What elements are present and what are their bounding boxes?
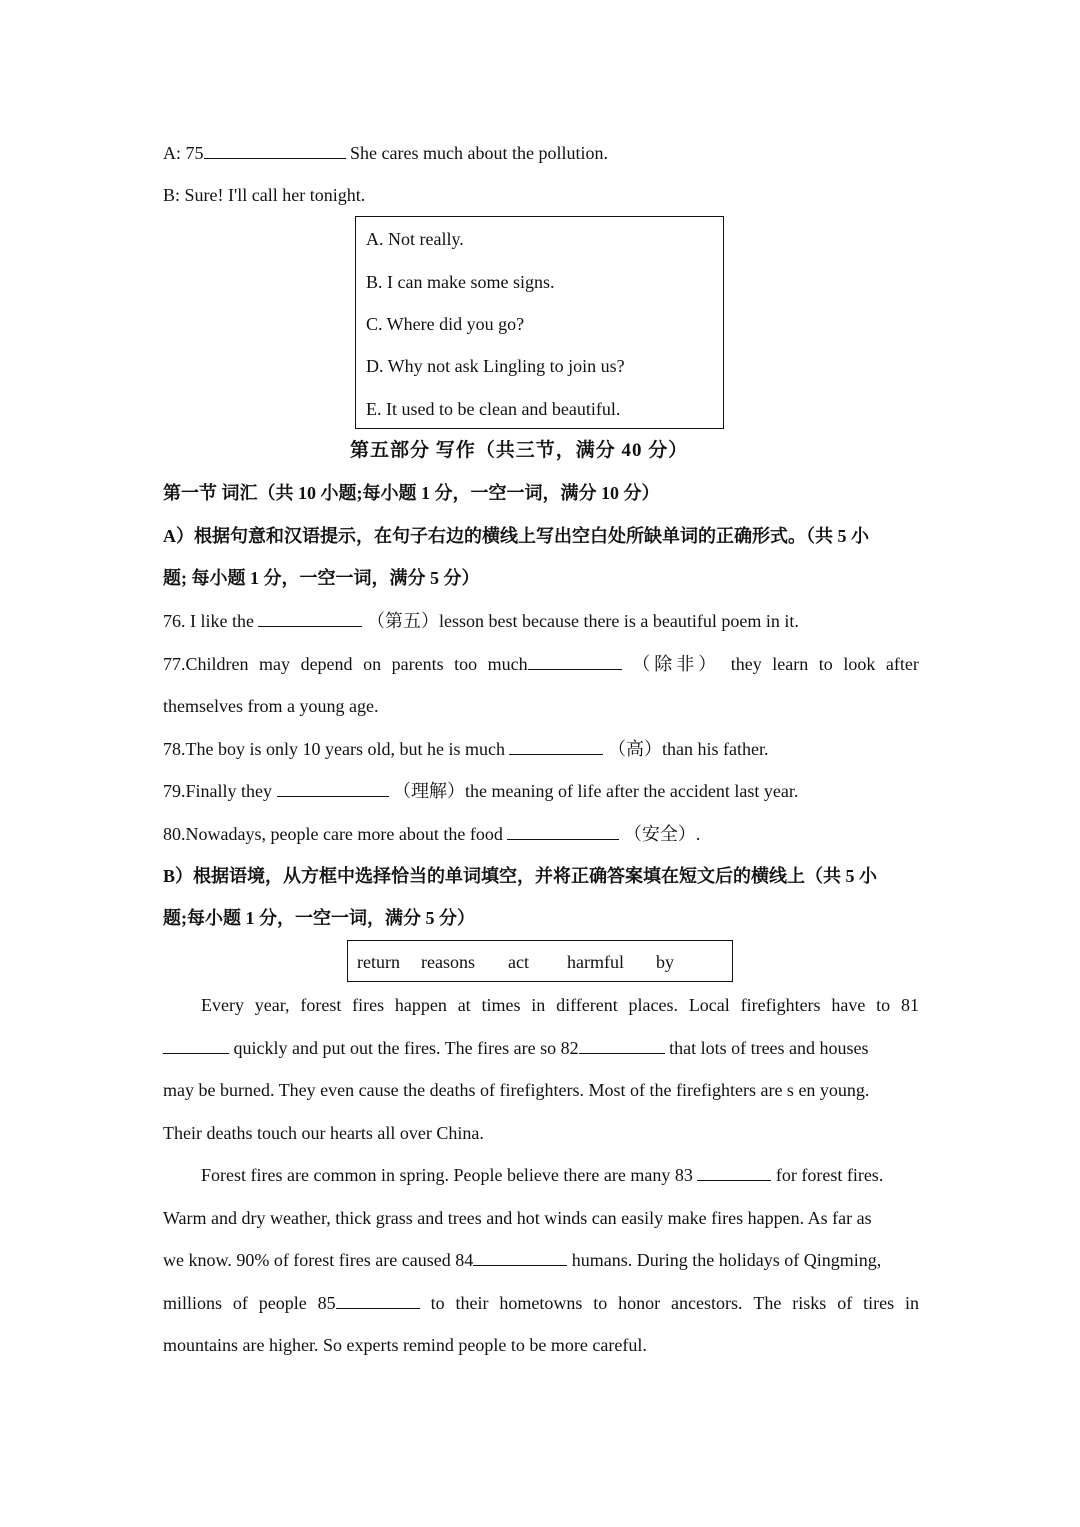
word: tires [863, 1293, 895, 1313]
option-b: B. I can make some signs. [366, 272, 555, 292]
dialogue-text: She cares much about the pollution. [350, 143, 608, 163]
word: at [457, 995, 471, 1015]
word-bank-item: by [656, 952, 674, 972]
word: times [481, 995, 521, 1015]
chinese-hint: （除非） [632, 654, 721, 674]
word: 85 [317, 1293, 336, 1313]
passage-line: mountains are higher. So experts remind people to be more careful. [163, 1335, 647, 1355]
question-text: （高）than his father. [607, 739, 769, 759]
word: depend [300, 654, 353, 674]
passage-line [201, 1163, 883, 1187]
word: after [885, 654, 919, 674]
answer-blank-81[interactable] [163, 1037, 229, 1054]
word: learn [772, 654, 809, 674]
word: Every [201, 995, 244, 1015]
passage-text: Forest fires are common in spring. People believe there are many 83 [201, 1165, 693, 1185]
word: honor [618, 1293, 661, 1313]
answer-blank-80[interactable] [507, 823, 619, 840]
answer-blank-84[interactable] [473, 1249, 567, 1266]
section-a-instruction: A）根据句意和汉语提示，在句子右边的横线上写出空白处所缺单词的正确形式。（共 5 小 [163, 526, 869, 546]
question-78 [163, 737, 768, 761]
dialogue-line-b: B: Sure! I'll call her tonight. [163, 185, 366, 205]
question-text: 80.Nowadays, people care more about the food [163, 824, 503, 844]
word: they [730, 654, 762, 674]
word: Local [688, 995, 730, 1015]
answer-blank-85[interactable] [336, 1292, 420, 1309]
word: The [753, 1293, 782, 1313]
answer-blank-76[interactable] [258, 610, 362, 627]
word: on [363, 654, 382, 674]
question-77 [163, 652, 919, 676]
word: different [556, 995, 618, 1015]
question-text: 76. I like the [163, 611, 254, 631]
word: to [818, 654, 833, 674]
question-77-cont: themselves from a young age. [163, 696, 379, 716]
word-bank-item: return [357, 952, 400, 972]
word: have [831, 995, 866, 1015]
word-with-blank [318, 1291, 420, 1315]
options-box [355, 216, 724, 429]
word-with-blank [488, 652, 622, 676]
question-text: 78.The boy is only 10 years old, but he is much [163, 739, 505, 759]
word: happen [394, 995, 447, 1015]
passage-text: that lots of trees and houses [669, 1038, 869, 1058]
word: people [258, 1293, 307, 1313]
question-number: A: 75 [163, 143, 204, 163]
section-b-instruction: B）根据语境，从方框中选择恰当的单词填空，并将正确答案填在短文后的横线上（共 5 小 [163, 866, 878, 886]
passage-line [163, 1036, 869, 1060]
word: parents [391, 654, 444, 674]
passage-line [201, 993, 919, 1017]
word: risks [792, 1293, 827, 1313]
word: much [487, 654, 528, 674]
passage-text: humans. During the holidays of Qingming, [571, 1250, 882, 1270]
word: year, [254, 995, 290, 1015]
word: ancestors. [671, 1293, 743, 1313]
word: look [843, 654, 876, 674]
word: too [454, 654, 478, 674]
word: hometowns [499, 1293, 583, 1313]
word: of [837, 1293, 853, 1313]
question-76 [163, 609, 799, 633]
word: fires [352, 995, 385, 1015]
word: forest [300, 995, 342, 1015]
answer-blank-79[interactable] [277, 780, 389, 797]
section-a-instruction-cont: 题; 每小题 1 分，一空一词，满分 5 分） [163, 568, 480, 588]
word: in [904, 1293, 919, 1313]
question-text: （安全）. [623, 824, 701, 844]
question-text: （第五）lesson best because there is a beautiful poem in it. [366, 611, 799, 631]
word: 81 [900, 995, 919, 1015]
answer-blank-78[interactable] [509, 738, 603, 755]
part-title: 第五部分 写作（共三节，满分 40 分） [350, 440, 689, 461]
question-text: 79.Finally they [163, 781, 272, 801]
passage-text: for forest fires. [775, 1165, 884, 1185]
passage-line [163, 1291, 919, 1315]
passage-line [163, 1248, 881, 1272]
passage-text: we know. 90% of forest fires are caused 84 [163, 1250, 474, 1270]
word: places. [628, 995, 679, 1015]
word: to [430, 1293, 445, 1313]
passage-line: may be burned. They even cause the deaths of firefighters. Most of the firefighters are s en young. [163, 1080, 870, 1100]
answer-blank-82[interactable] [579, 1037, 665, 1054]
word: to [593, 1293, 608, 1313]
option-d: D. Why not ask Lingling to join us? [366, 356, 625, 376]
word-bank-item: harmful [567, 952, 624, 972]
word: firefighters [740, 995, 821, 1015]
word: may [259, 654, 291, 674]
option-c: C. Where did you go? [366, 314, 525, 334]
section-title: 第一节 词汇（共 10 小题;每小题 1 分，一空一词，满分 10 分） [163, 483, 660, 503]
question-text: （理解）the meaning of life after the accident last year. [393, 781, 799, 801]
answer-blank-77[interactable] [528, 653, 622, 670]
word: of [232, 1293, 248, 1313]
word: to [876, 995, 891, 1015]
option-e: E. It used to be clean and beautiful. [366, 399, 621, 419]
word: 77.Children [163, 654, 249, 674]
dialogue-line-a75 [163, 141, 608, 165]
word: their [455, 1293, 489, 1313]
answer-blank-75[interactable] [204, 142, 346, 159]
word-bank [347, 940, 733, 982]
passage-line: Their deaths touch our hearts all over China. [163, 1123, 484, 1143]
word-bank-item: act [508, 952, 529, 972]
option-a: A. Not really. [366, 229, 464, 249]
question-79 [163, 779, 798, 803]
word: in [531, 995, 546, 1015]
question-80 [163, 822, 700, 846]
passage-line: Warm and dry weather, thick grass and trees and hot winds can easily make fires happen. As far as [163, 1208, 872, 1228]
passage-text: quickly and put out the fires. The fires are so 82 [233, 1038, 579, 1058]
answer-blank-83[interactable] [697, 1164, 771, 1181]
section-b-instruction-cont: 题;每小题 1 分，一空一词，满分 5 分） [163, 908, 475, 928]
word: millions [163, 1293, 223, 1313]
word-bank-item: reasons [421, 952, 475, 972]
